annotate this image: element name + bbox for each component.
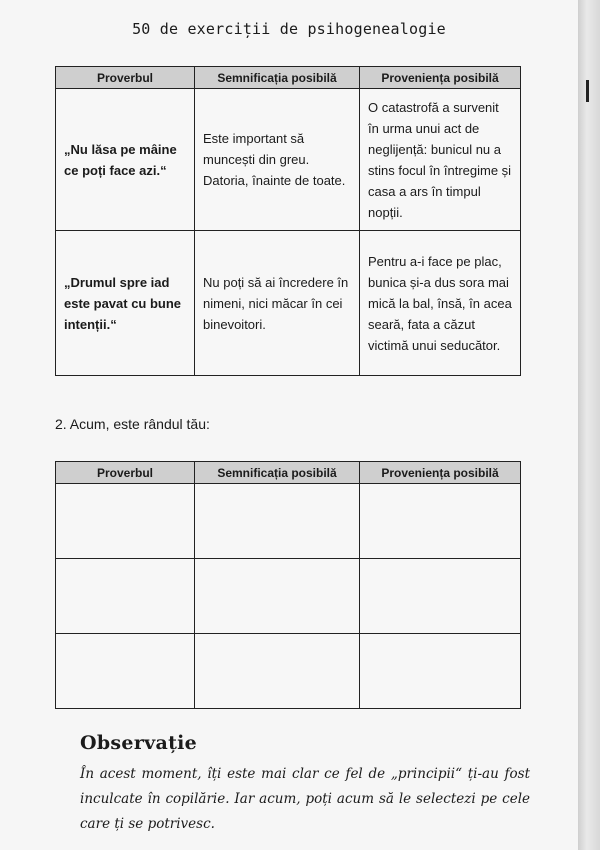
empty-row <box>56 484 521 559</box>
example-table <box>55 66 521 376</box>
meaning-cell: Nu poți să ai încredere în nimeni, nici măcar în cei binevoitori. <box>195 231 360 376</box>
meaning-cell: Este important să muncești din greu. Datoria, înainte de toate. <box>195 89 360 231</box>
table-header-row <box>56 462 521 484</box>
blank-cell[interactable] <box>56 484 195 559</box>
table-row <box>56 89 521 231</box>
origin-cell: Pentru a-i face pe plac, bunica și-a dus sora mai mică la bal, însă, în acea seară, fata a căzut victimă unui seducător. <box>360 231 521 376</box>
exercise-table <box>55 461 521 709</box>
blank-cell[interactable] <box>360 634 521 709</box>
col-header-proverb: Proverbul <box>56 67 195 89</box>
proverb-cell: „Nu lăsa pe mâine ce poți face azi.“ <box>56 89 195 231</box>
empty-row <box>56 559 521 634</box>
observation-title: Observație <box>80 732 198 754</box>
blank-cell[interactable] <box>56 559 195 634</box>
edge-mark <box>586 80 589 102</box>
running-head: 50 de exerciții de psihogenealogie <box>132 20 446 38</box>
blank-cell[interactable] <box>195 634 360 709</box>
empty-row <box>56 634 521 709</box>
facing-page-edge <box>578 0 600 850</box>
col-header-meaning: Semnificația posibilă <box>195 67 360 89</box>
exercise-instruction: 2. Acum, este rândul tău: <box>55 416 210 432</box>
col-header-proverb: Proverbul <box>56 462 195 484</box>
col-header-origin: Proveniența posibilă <box>360 67 521 89</box>
col-header-meaning: Semnificația posibilă <box>195 462 360 484</box>
proverb-cell: „Drumul spre iad este pavat cu bune intenții.“ <box>56 231 195 376</box>
blank-cell[interactable] <box>195 484 360 559</box>
observation-text: În acest moment, îți este mai clar ce fel de „principii“ ți-au fost inculcate în copilărie. Iar acum, poți acum să le selectezi pe cele care ți se potrivesc. <box>80 766 530 832</box>
blank-cell[interactable] <box>360 559 521 634</box>
table-header-row <box>56 67 521 89</box>
blank-cell[interactable] <box>360 484 521 559</box>
col-header-origin: Proveniența posibilă <box>360 462 521 484</box>
table-row <box>56 231 521 376</box>
blank-cell[interactable] <box>56 634 195 709</box>
blank-cell[interactable] <box>195 559 360 634</box>
origin-cell: O catastrofă a survenit în urma unui act de neglijență: bunicul nu a stins focul în întregime și casa a ars în timpul nopții. <box>360 89 521 231</box>
